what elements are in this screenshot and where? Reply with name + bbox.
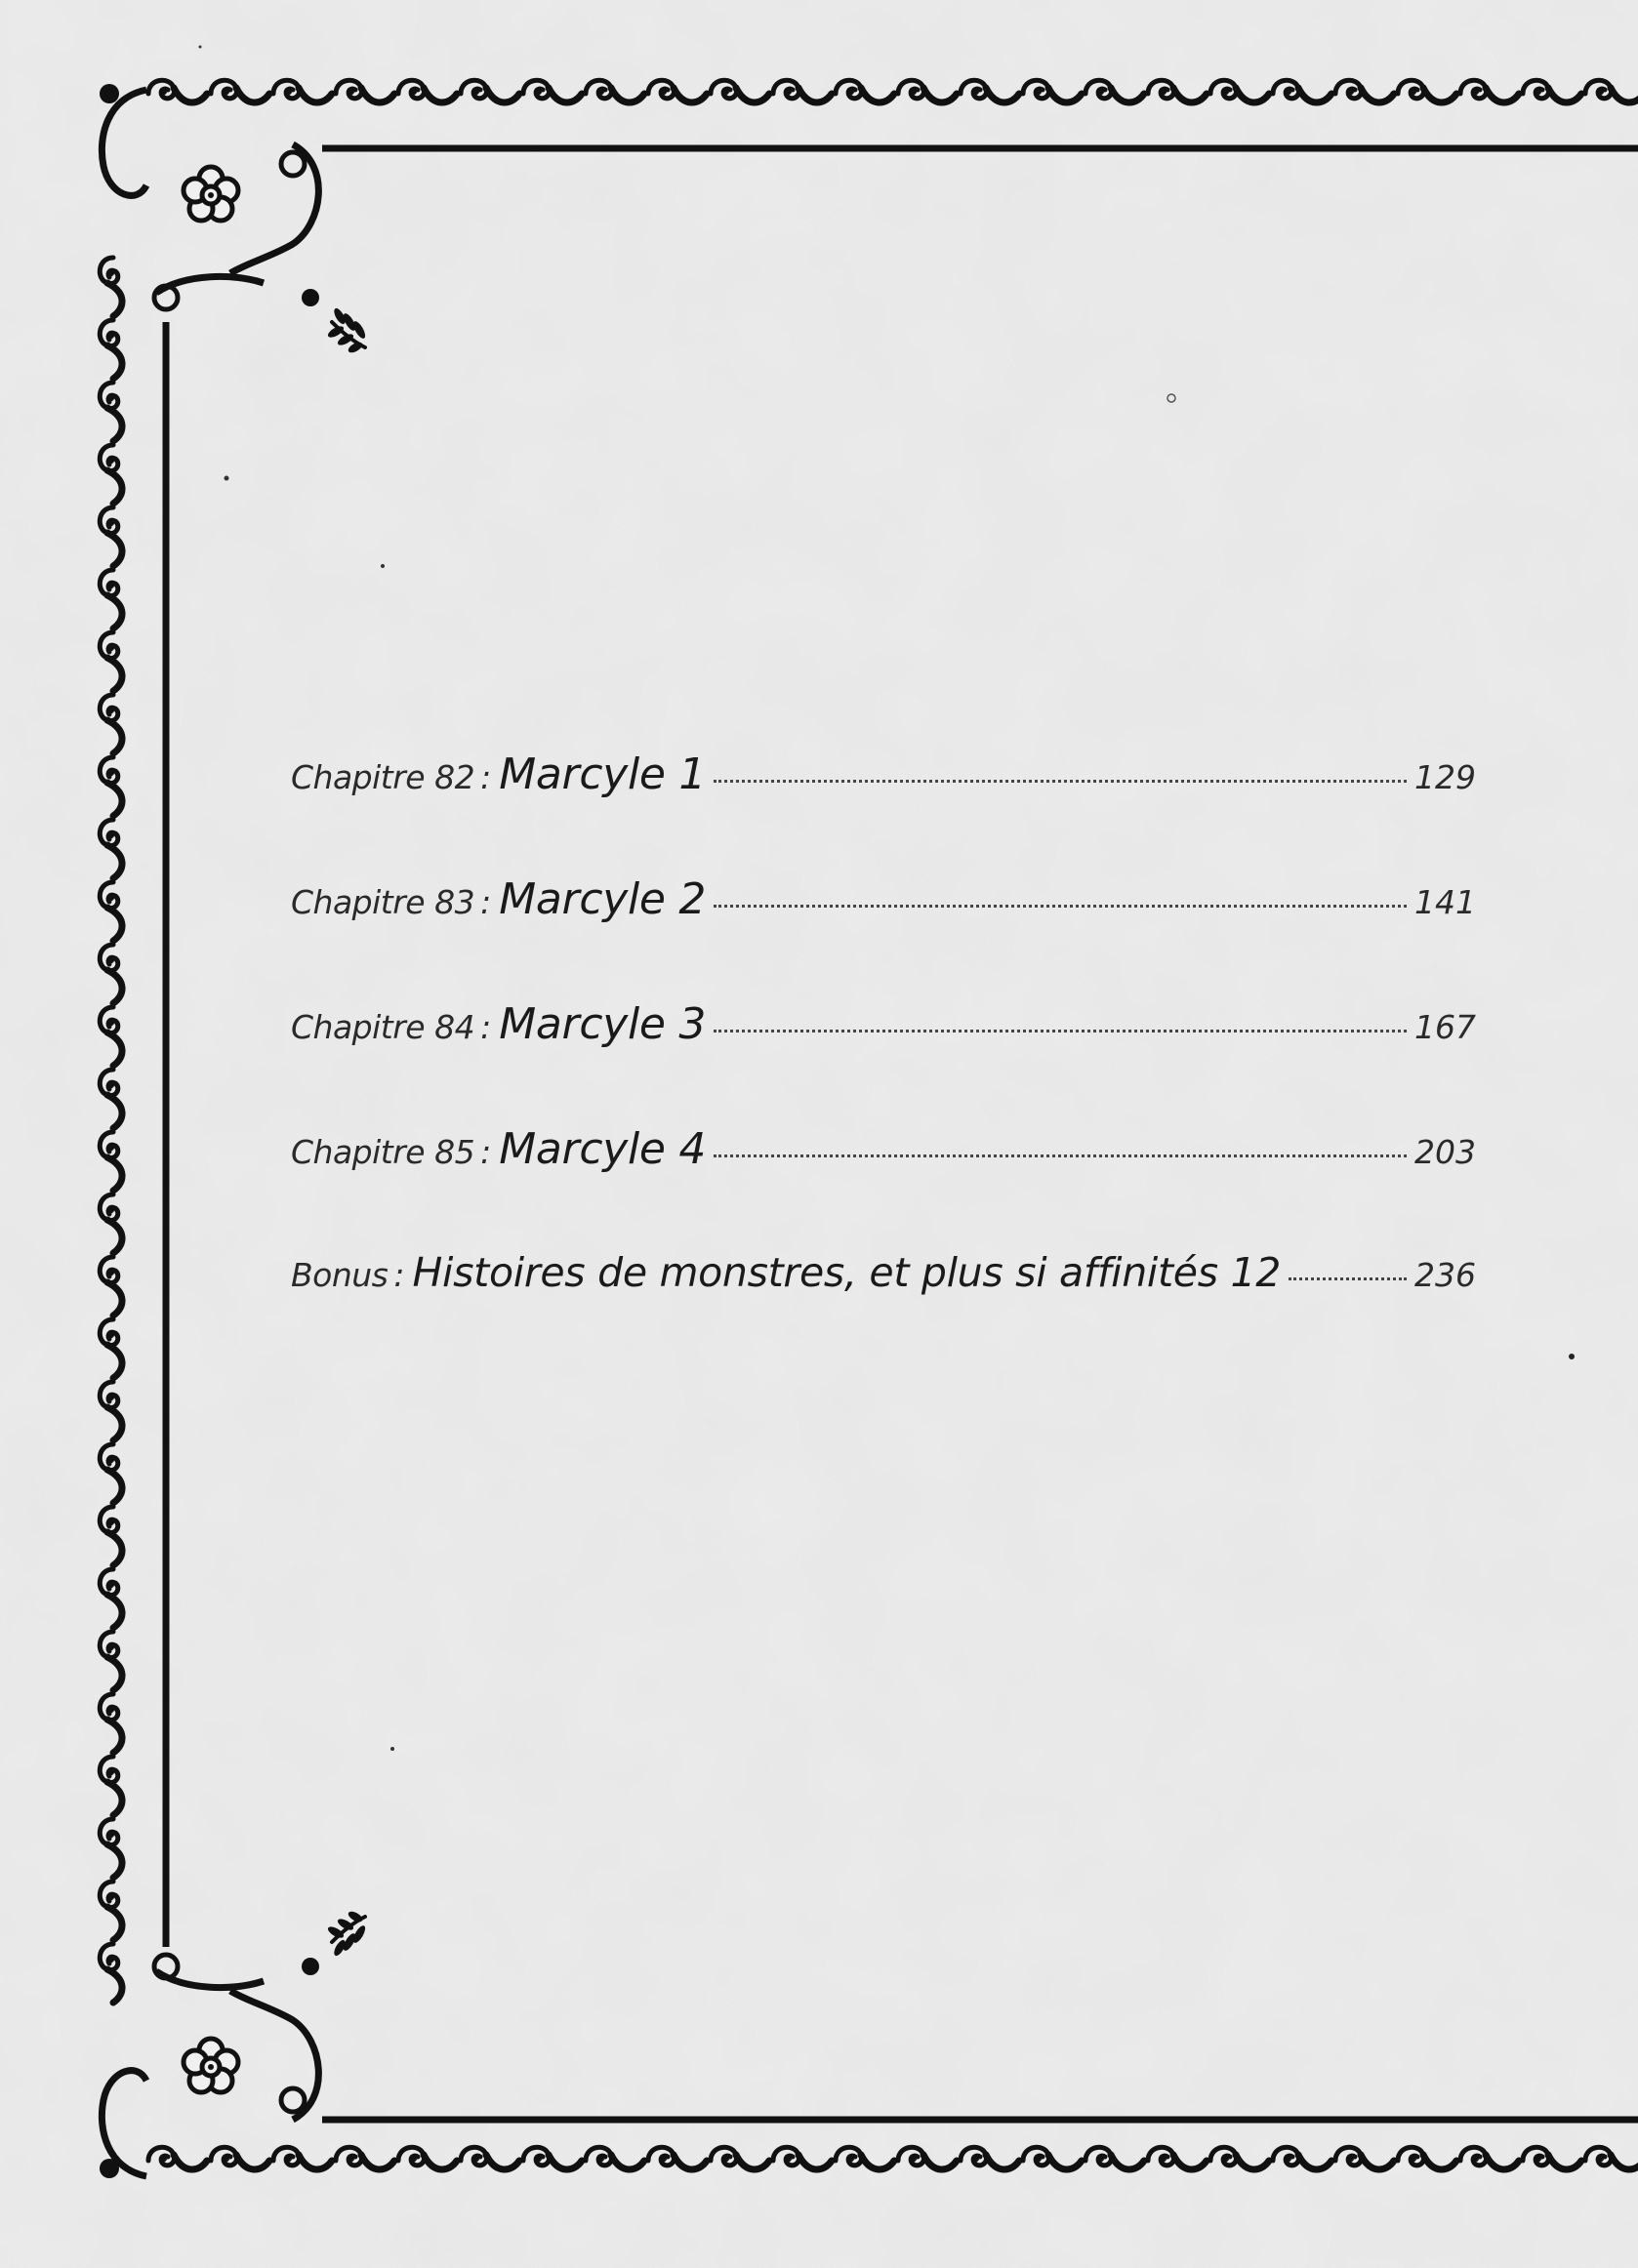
toc-entry-separator: :	[480, 758, 492, 796]
toc-entry-title: Marcyle 4	[499, 1124, 707, 1174]
dot-leader	[714, 1030, 1407, 1033]
toc-entry-chapter-83	[291, 874, 1476, 999]
toc-entry-label: Chapitre 83	[291, 883, 475, 921]
toc-entry-title: Marcyle 1	[499, 749, 707, 799]
toc-entry-separator: :	[480, 883, 492, 921]
toc-entry-chapter-82	[291, 749, 1476, 874]
toc-entry-separator: :	[393, 1256, 405, 1294]
table-of-contents	[291, 749, 1476, 1374]
toc-entry-title: Histoires de monstres, et plus si affinités 12	[412, 1249, 1282, 1296]
dot-leader	[714, 1154, 1407, 1157]
leaf-sprig-icon	[326, 306, 367, 354]
top-left-corner-ornament	[100, 84, 367, 354]
toc-entry-separator: :	[480, 1133, 492, 1171]
toc-entry-page-number: 167	[1414, 1008, 1476, 1046]
dot-leader	[1289, 1277, 1407, 1280]
toc-entry-page-number: 141	[1414, 883, 1476, 921]
top-border-scrolls	[148, 80, 1638, 102]
bottom-left-corner-ornament	[100, 1910, 367, 2178]
toc-entry-chapter-84	[291, 999, 1476, 1124]
toc-entry-bonus	[291, 1249, 1476, 1374]
toc-entry-label: Chapitre 82	[291, 758, 475, 796]
flower-icon	[184, 2039, 238, 2092]
toc-entry-page-number: 203	[1414, 1133, 1476, 1171]
toc-entry-label: Bonus	[291, 1256, 389, 1294]
toc-entry-label: Chapitre 84	[291, 1008, 475, 1046]
flower-icon	[184, 167, 238, 221]
toc-entry-separator: :	[480, 1008, 492, 1046]
toc-entry-title: Marcyle 2	[499, 874, 707, 924]
toc-entry-label: Chapitre 85	[291, 1133, 475, 1171]
leaf-sprig-icon	[326, 1910, 367, 1958]
bottom-border-scrolls	[148, 2147, 1638, 2169]
toc-entry-title: Marcyle 3	[499, 999, 707, 1049]
toc-entry-page-number: 129	[1414, 758, 1476, 796]
toc-entry-page-number: 236	[1414, 1256, 1476, 1294]
left-border-scrolls	[100, 258, 122, 2003]
dot-leader	[714, 905, 1407, 908]
toc-entry-chapter-85	[291, 1124, 1476, 1249]
dot-leader	[714, 780, 1407, 783]
